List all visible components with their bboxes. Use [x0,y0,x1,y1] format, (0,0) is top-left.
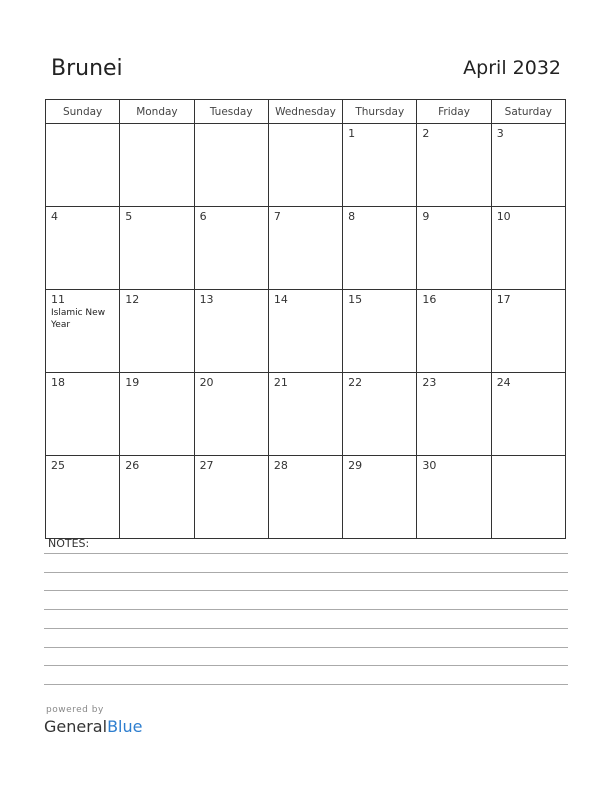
week-row [46,373,566,456]
day-cell [194,207,268,290]
day-number: 10 [496,210,511,223]
day-number: 24 [496,376,511,389]
day-cell [491,456,565,539]
holiday-label: Islamic New Year [51,308,106,330]
day-number: 4 [51,210,58,223]
day-cell [417,207,491,290]
day-cell [46,373,120,456]
day-number: 5 [125,210,133,223]
notes-line [44,553,568,554]
weekday-wednesday: Wednesday [268,100,342,124]
notes-label: NOTES: [48,537,90,550]
day-number: 20 [199,376,214,389]
day-cell [268,373,342,456]
day-cell [491,290,565,373]
day-cell [194,124,268,207]
week-row [46,290,566,373]
day-cell [343,373,417,456]
brand-general: General [44,717,108,736]
day-cell [268,290,342,373]
weekday-header-row [46,100,566,124]
day-cell [120,456,194,539]
day-number: 12 [125,293,140,306]
day-number: 21 [273,376,288,389]
notes-line [44,609,568,610]
day-cell [194,373,268,456]
day-cell [46,290,120,373]
day-cell [417,290,491,373]
day-cell [343,456,417,539]
notes-line [44,628,568,629]
day-cell [120,124,194,207]
day-cell [120,207,194,290]
day-cell [491,207,565,290]
day-cell [46,456,120,539]
notes-line [44,572,568,573]
day-number: 1 [348,127,356,140]
day-cell [194,456,268,539]
brand-blue: Blue [107,717,143,736]
day-cell [417,124,491,207]
week-row [46,456,566,539]
day-cell [268,207,342,290]
day-number: 25 [51,459,65,472]
weekday-monday: Monday [120,100,194,124]
day-number: 27 [199,459,214,472]
day-number: 19 [125,376,140,389]
notes-line [44,684,568,685]
day-cell [46,124,120,207]
day-number: 22 [348,376,363,389]
day-number: 26 [125,459,140,472]
day-cell [417,456,491,539]
day-number: 13 [199,293,214,306]
day-number: 3 [496,127,504,140]
day-number: 14 [273,293,288,306]
weekday-sunday: Sunday [46,100,120,124]
week-row [46,124,566,207]
day-number: 7 [273,210,281,223]
day-number: 2 [422,127,430,140]
country-title: Brunei [51,56,123,81]
day-cell [46,207,120,290]
month-year-title: April 2032 [463,57,561,79]
day-cell [194,290,268,373]
notes-line [44,590,568,591]
day-number: 11 [51,293,65,306]
day-number: 9 [422,210,430,223]
day-cell [343,290,417,373]
notes-line [44,647,568,648]
day-cell [120,373,194,456]
notes-line [44,665,568,666]
brand-logo [44,717,142,736]
day-number: 16 [422,293,437,306]
day-cell [268,124,342,207]
day-number: 17 [496,293,511,306]
day-cell [491,373,565,456]
day-number: 30 [422,459,437,472]
weekday-thursday: Thursday [343,100,417,124]
day-cell [343,207,417,290]
weekday-tuesday: Tuesday [194,100,268,124]
calendar-grid [45,99,566,539]
day-number: 23 [422,376,437,389]
day-number: 6 [199,210,207,223]
day-number: 29 [348,459,363,472]
day-cell [268,456,342,539]
powered-by-text: powered by [46,705,104,715]
day-number: 18 [51,376,65,389]
day-number: 28 [273,459,288,472]
day-cell [417,373,491,456]
day-number: 15 [348,293,363,306]
day-cell [491,124,565,207]
weekday-friday: Friday [417,100,491,124]
week-row [46,207,566,290]
day-cell [120,290,194,373]
weekday-saturday: Saturday [491,100,565,124]
day-number: 8 [348,210,356,223]
day-cell [343,124,417,207]
